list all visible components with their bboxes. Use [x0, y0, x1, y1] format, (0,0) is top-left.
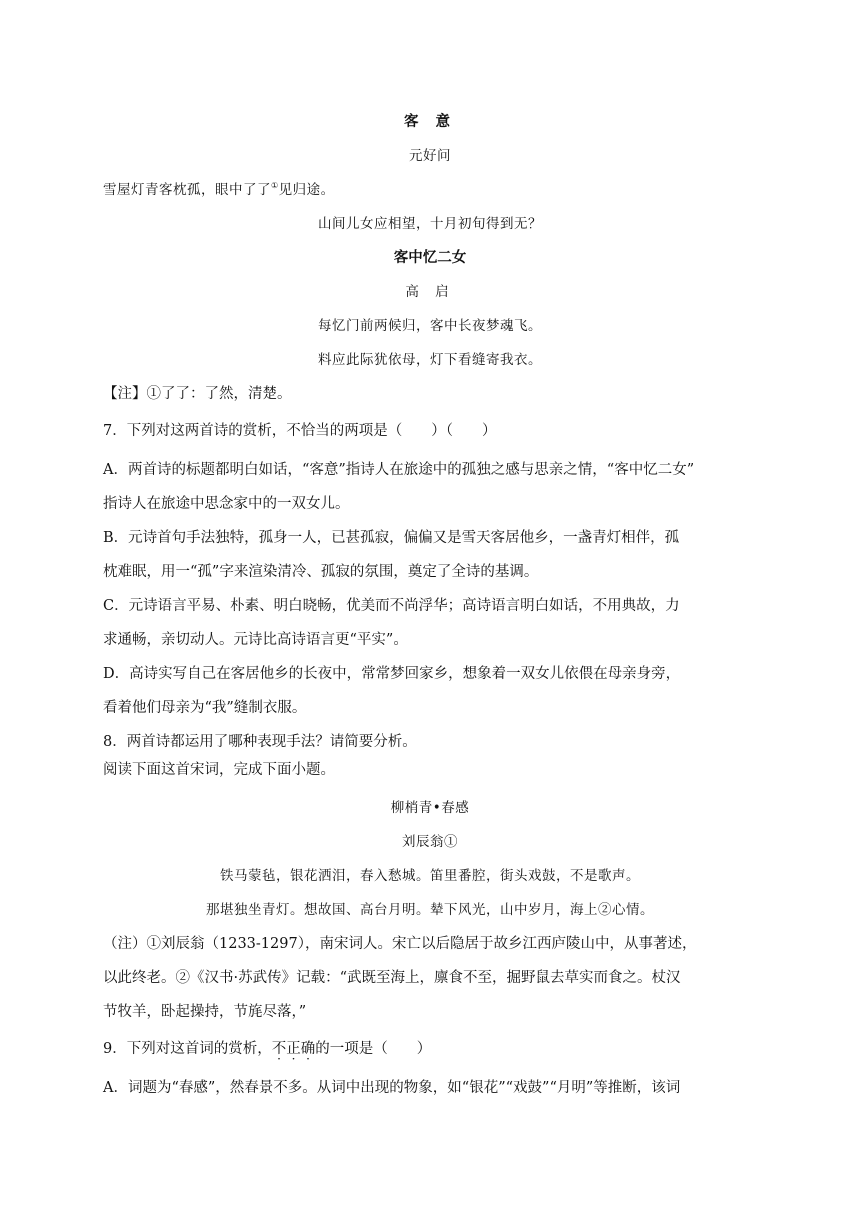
ci-line1: 铁马蒙毡，银花洒泪，春入愁城。笛里番腔，街头戏鼓，不是歌声。 — [220, 868, 640, 884]
footnote-marker: ① — [271, 181, 279, 190]
poem1-line2: 山间儿女应相望，十月初旬得到无？ — [318, 216, 542, 232]
note-2-line3: 节牧羊，卧起操持，节旄尽落，” — [103, 1004, 307, 1020]
q7-option-c-line1: C．元诗语言平易、朴素、明白晓畅，优美而不尚浮华；高诗语言明白如话，不用典故，力 — [103, 598, 680, 614]
poem2-line1: 每忆门前两候归，客中长夜梦魂飞。 — [318, 318, 542, 334]
q7-option-a-line1: A．两首诗的标题都明白如话，“客意”指诗人在旅途中的孤独之感与思亲之情，“客中忆二女” — [103, 462, 695, 478]
q7-option-d-line1: D．高诗实写自己在客居他乡的长夜中，常常梦回家乡，想象着一双女儿依偎在母亲身旁， — [103, 666, 681, 682]
note-2-line1: （注）①刘辰翁（1233-1297），南宋词人。宋亡以后隐居于故乡江西庐陵山中，从事著述， — [103, 936, 697, 952]
q7-option-d-line2: 看着他们母亲为“我”缝制衣服。 — [103, 700, 307, 716]
q7-option-a-line2: 指诗人在旅途中思念家中的一双女儿。 — [103, 496, 350, 512]
ci-line2: 那堪独坐青灯。想故国、高台月明。辇下风光，山中岁月，海上②心情。 — [206, 902, 654, 918]
emphasis-dot-char: 正 — [286, 1041, 301, 1057]
emphasis-dot-char: 确 — [300, 1041, 316, 1057]
question-7-stem: 7．下列对这两首诗的赏析，不恰当的两项是（ ）（ ） — [103, 423, 497, 439]
poem1-line1: 雪屋灯青客枕孤，眼中了了①见归途。 — [103, 181, 335, 198]
q9-option-a-line1: A．词题为“春感”，然春景不多。从词中出现的物象，如“银花”“戏鼓”“月明”等推断，该词 — [103, 1080, 681, 1096]
q7-option-b-line1: B．元诗首句手法独特，孤身一人，已甚孤寂，偏偏又是雪天客居他乡，一盏青灯相伴，孤 — [103, 530, 680, 546]
q7-option-c-line2: 求通畅，亲切动人。元诗比高诗语言更“平实”。 — [103, 632, 408, 648]
question-9-stem: 9．下列对这首词的赏析，不正确的一项是（ ） — [103, 1041, 432, 1057]
emphasis-dot-char: 不 — [271, 1041, 287, 1057]
note-1: 【注】①了了：了然，清楚。 — [103, 386, 292, 402]
question-8: 8．两首诗都运用了哪种表现手法？请简要分析。 — [103, 734, 417, 750]
ci-title: 柳梢青•春感 — [390, 800, 470, 816]
poem2-line2: 料应此际犹依母，灯下看缝寄我衣。 — [318, 352, 542, 368]
poem2-title: 客中忆二女 — [393, 249, 467, 266]
poem2-author: 高 启 — [405, 284, 455, 300]
poem1-author: 元好问 — [409, 148, 451, 164]
note-2-line2: 以此终老。②《汉书·苏武传》记载：“武既至海上，廪食不至，掘野鼠去草实而食之。杖汉 — [103, 970, 681, 986]
reading-instruction: 阅读下面这首宋词，完成下面小题。 — [103, 762, 335, 778]
ci-author: 刘辰翁① — [402, 834, 458, 850]
poem1-title: 客 意 — [403, 113, 457, 130]
q7-option-b-line2: 枕难眠，用一“孤”字来渲染清冷、孤寂的氛围，奠定了全诗的基调。 — [103, 564, 539, 580]
